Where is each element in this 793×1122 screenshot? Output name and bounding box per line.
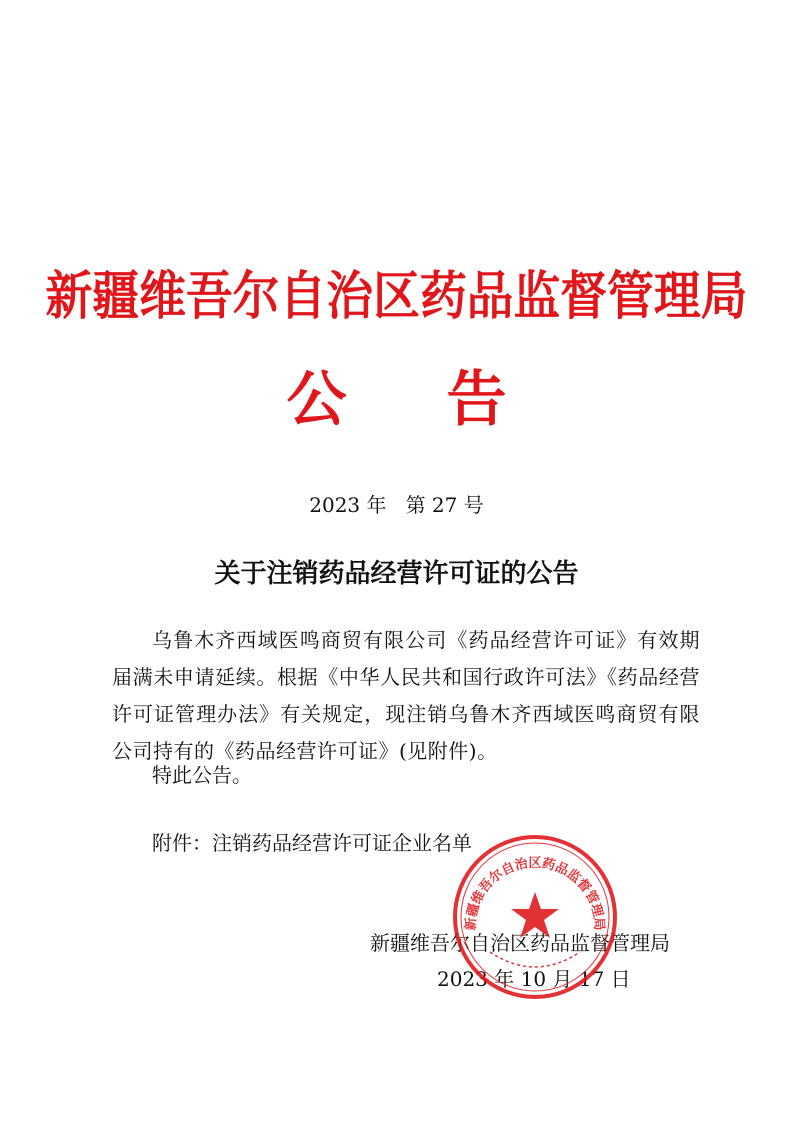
document-number: 2023 年 第 27 号 bbox=[309, 493, 484, 517]
signature-organization: 新疆维吾尔自治区药品监督管理局 bbox=[370, 931, 670, 955]
seal-star-icon bbox=[511, 892, 559, 938]
document-type-heading: 公告 bbox=[286, 365, 607, 435]
closing-line: 特此公告。 bbox=[152, 763, 252, 787]
announcement-title: 关于注销药品经营许可证的公告 bbox=[214, 559, 579, 589]
seal-text-path: 新疆维吾尔自治区药品监督管理局 bbox=[463, 856, 607, 931]
issuer-heading: 新疆维吾尔自治区药品监督管理局 bbox=[45, 266, 748, 327]
official-seal bbox=[450, 832, 620, 1002]
body-paragraph: 乌鲁木齐西域医鸣商贸有限公司《药品经营许可证》有效期届满未申请延续。根据《中华人民共和国行政许可法》《药品经营许可证管理办法》有关规定，现注销乌鲁木齐西域医鸣商贸有限公司持有的《药品经营许可证》(见附件)。 bbox=[112, 628, 700, 763]
attachment-line: 附件：注销药品经营许可证企业名单 bbox=[152, 831, 472, 855]
signature-date: 2023 年 10 月 17 日 bbox=[437, 967, 631, 991]
